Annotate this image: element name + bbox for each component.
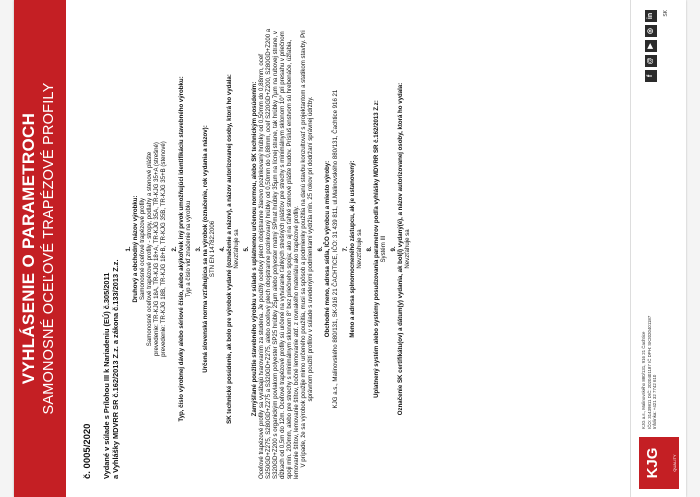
- section-number: 2.: [170, 246, 178, 252]
- section-line: STN EN 14782:2006: [209, 220, 217, 278]
- kjg-logo: [639, 437, 679, 489]
- company-address: [641, 316, 658, 429]
- section-line: prevedenie: TR-KJG 18B, TR-KJG 18+B, TR-KJG 35B, TR-KJG 35+B (stenové): [160, 141, 168, 357]
- section-3: [195, 19, 216, 479]
- section-line: Samonosné oceľové trapézové profily: [139, 197, 147, 301]
- address-line: IČO: 31439811 DIČ: 2020401187 IČ DPH: SK2020401187: [646, 315, 652, 429]
- intro-line-2: a Vyhlášky MDVRR SR č.162/2013 Z.z. a zákona č.133/2013 Z.z.: [111, 259, 120, 479]
- instagram-icon[interactable]: ◎: [645, 25, 657, 37]
- section-7: [342, 19, 363, 479]
- facebook-icon[interactable]: f: [645, 70, 657, 82]
- youtube-icon[interactable]: ▶: [645, 40, 657, 52]
- document-sheet: [14, 0, 686, 497]
- document-body: [102, 19, 411, 479]
- section-line: Samonosné oceľové trapézové profily - stropy, podlahy a stenové plášte: [146, 151, 154, 347]
- section-number: 5.: [243, 246, 251, 252]
- title-banner: [14, 0, 66, 497]
- section-number: 4.: [219, 246, 227, 252]
- section-6: [317, 19, 338, 479]
- address-line: KJG a.s., Malinovského 880/131, 916 21 Čachtice: [641, 331, 646, 429]
- section-number: 3.: [194, 246, 202, 252]
- section-number: 1.: [125, 246, 132, 252]
- section-number: 8.: [365, 246, 373, 252]
- section-heading: Druhový a obchodný názov výrobku:: [132, 195, 140, 303]
- section-line: Typ a číslo viď značenie na výrobku: [184, 200, 192, 298]
- document-footer: [630, 0, 687, 497]
- linkedin-icon[interactable]: in: [645, 10, 657, 22]
- section-paragraph: Oceľové trapézové profily sa vyrábajú tvarovaním za studena. Je použitý oceľový plech obojstranne žiarovo pozinkovaný hrúbky od 0,50mm do 0,88mm, oceľ S250GD+Z275, S280GD+Z275 a S320GD+Z275, alebo oceľový plech obojstranne pozinkovaný hrúbky od 0,50mm do 0,88mm, oceľ S220GD+Z200, S280GD+Z200 a S320GD+Z200 s organickým povlakom polyester SP25 hrúbky 25µm alebo polyester matný SPmat hrúbky 35µm na lícnej strane, tak hrúbky 7µm na rubovej strane, v dĺžkach od 0,5m do 12m. Oceľové trapézové profily sú určené na vytváranie ťahkých strešných plášťov pre strechy s minimálnym sklonom 10° pri presahu v priečnom spoji min. 200mm, alebo pre strechy s minimálnym sklonom 8° bez priečneho spoja; ako aj na ťahké stenové plášte budov. Prísluš enstvom sú hrebenáče, úžľabia, lemovanie štítov, lemovanie štítov, bočné lemovanie atď. z rovnakého materiálu ako trapézové profily.: [257, 28, 301, 479]
- intro-block: [102, 19, 120, 479]
- section-heading: Meno a adresa splnomocneného zástupcu, ak je ustanovený:: [348, 160, 356, 338]
- document-number: č. 0005/2020: [82, 423, 93, 479]
- section-number: 7.: [341, 246, 349, 252]
- logo-quality-label: QUALITY: [672, 454, 677, 472]
- section-line: KJG a.s., Malinovského 880/131, SK-916 21 ČACHTICE, IČO: 31 439 811, ul.Malinovského 880/131, Čachtice 916 21: [331, 89, 339, 409]
- section-heading: Označenie SK certifikátu(ov) a dátum(y) vydania, ak bol(i) vydaný(é), a názov autorizovanej osoby, ktorá ho vydala:: [397, 82, 405, 416]
- section-heading: Typ, číslo výrobnej dávky alebo sériové číslo, alebo akýkoľvek iný prvok umožňujúci identifikáciu stavebného výrobku:: [177, 76, 185, 422]
- logo-text: KJG: [644, 447, 661, 479]
- section-line: Nevzťahuje sa: [355, 229, 363, 269]
- section-line: prevedenie: TR-KJG 18A, TR-KJG 18+A, TR-KJG 35A, TR-KJG 35+A (strešné): [153, 142, 161, 356]
- rotated-page: [14, 0, 686, 497]
- section-number: 6.: [317, 246, 325, 252]
- section-heading: SK technické posúdenie, ak bolo pre výrobok vydané (označenie a názov), a názov autorizovanej osoby, ktorá ho vydala:: [226, 74, 234, 424]
- section-9: [390, 19, 411, 479]
- section-line: Nevzťahuje sa: [404, 229, 412, 269]
- section-line: Systém III: [380, 235, 388, 263]
- section-heading: Určená slovenská norma vzťahujúca sa na výrobok (označenie, rok vydania a názov):: [201, 125, 209, 373]
- section-1: [125, 19, 168, 479]
- section-2: [171, 19, 192, 479]
- section-number: 9.: [390, 246, 398, 252]
- section-line: Nevzťahuje sa: [233, 229, 241, 269]
- section-heading: Obchodné meno, adresa sídla, IČO výrobcu a miesto výroby:: [324, 160, 332, 338]
- intro-line-1: Vydané v súlade s Prílohou III k Nariadeniu (EÚ) č.305/2011: [102, 272, 111, 479]
- section-8: [366, 19, 387, 479]
- document-subtitle: SAMONOSNÉ OCEĽOVÉ TRAPÉZOVÉ PROFILY: [41, 82, 57, 415]
- section-5: [243, 19, 314, 479]
- document-title: VYHLÁSENIE O PARAMETROCH: [19, 112, 38, 385]
- section-4: [219, 19, 240, 479]
- section-heading: Zamýšľané použitie stavebného výrobku v súlade s uplatnenou určenou normou, alebo SK technickým posúdením:: [250, 81, 258, 417]
- email-icon[interactable]: @: [645, 55, 657, 67]
- address-line: Infolinka: +421 32 7742 610: [652, 374, 657, 429]
- language-flag[interactable]: SK: [663, 10, 669, 17]
- section-heading: Uplatnený systém alebo systémy posudzovania parametrov podľa vyhlášky MDVRR SR č.162/2013 Z.z:: [373, 100, 380, 398]
- section-note: V prípade, že sa výrobok použije mimo určeného použitia, musí sa spôsob a podmienky použitia na danú stavbu konzultovať s projektantom a statikom stavby. Pri správnom použití profilov v súlade s uvedenými podmienkami vydržia min. 25 rokov pri dodržaní správnej údržby.: [300, 30, 315, 468]
- social-icons: [645, 10, 657, 82]
